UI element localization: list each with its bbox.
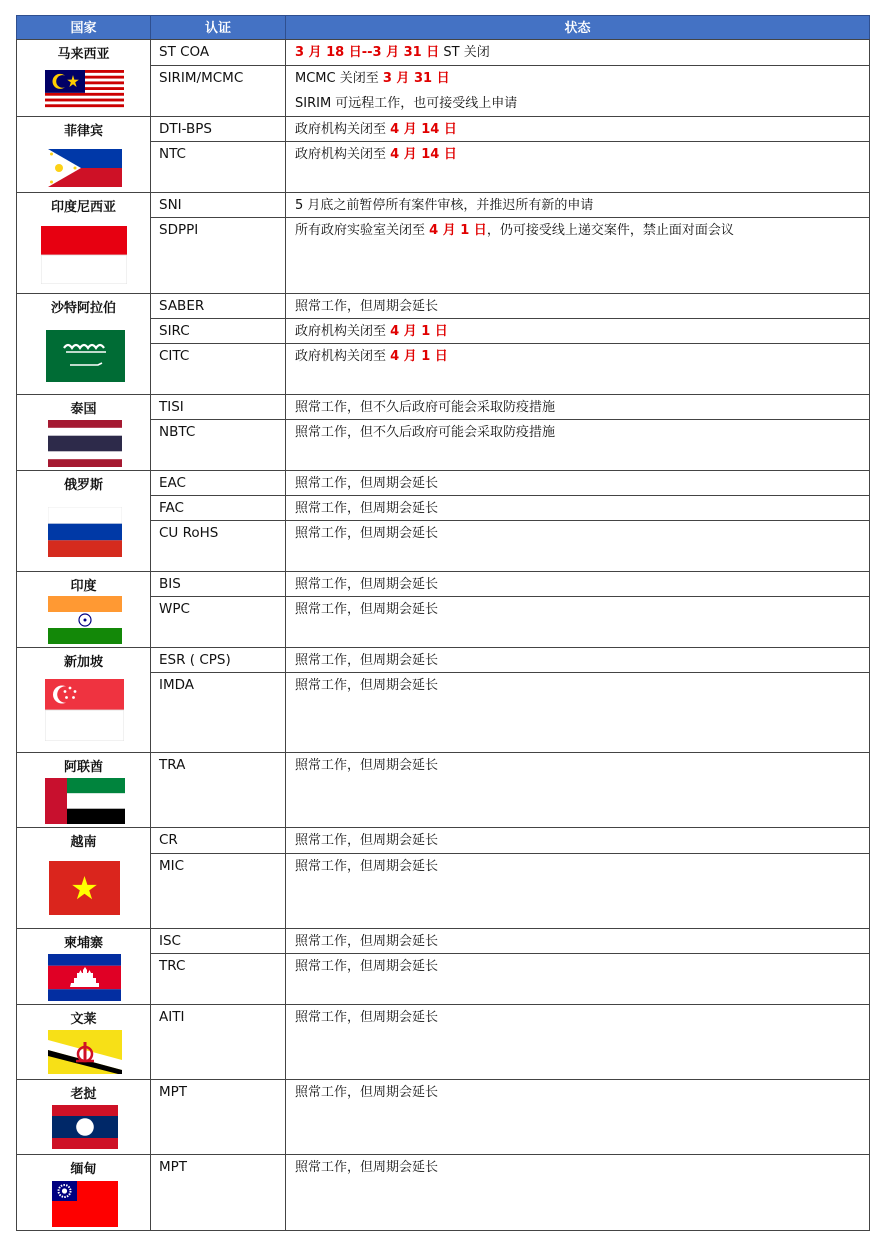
- cert-aiti: AITI: [150, 1004, 286, 1080]
- country-cambodia: [16, 928, 151, 1005]
- status-text: 政府机构关闭至: [295, 147, 391, 162]
- indonesia-flag-icon: [41, 226, 127, 284]
- cert-citc: CITC: [150, 343, 286, 395]
- russia-flag-icon: [48, 507, 122, 557]
- cert-trc: TRC: [150, 953, 286, 1005]
- country-uae: [16, 752, 151, 828]
- status-date: 3 月 18 日--3 月 31 日: [295, 45, 440, 60]
- india-flag-icon: [48, 596, 122, 644]
- status-sni: 5 月底之前暂停所有案件审核，并推迟所有新的申请: [285, 192, 870, 218]
- country-name: 印度尼西亚: [50, 200, 116, 215]
- country-name: 沙特阿拉伯: [50, 301, 116, 316]
- uae-flag-icon: [45, 778, 125, 824]
- header-country: 国家: [16, 15, 151, 40]
- status-mpt-laos: 照常工作，但周期会延长: [285, 1079, 870, 1155]
- country-name: 俄罗斯: [63, 478, 103, 493]
- status-date: 4 月 14 日: [390, 147, 457, 162]
- country-russia: [16, 470, 151, 572]
- cert-cu-rohs: CU RoHS: [150, 520, 286, 572]
- cert-mpt-laos: MPT: [150, 1079, 286, 1155]
- cert-bis: BIS: [150, 571, 286, 597]
- cert-wpc: WPC: [150, 596, 286, 648]
- country-singapore: [16, 647, 151, 753]
- cert-fac: FAC: [150, 495, 286, 521]
- laos-flag-icon: [52, 1105, 118, 1149]
- country-india: [16, 571, 151, 648]
- myanmar-flag-icon: [52, 1181, 118, 1227]
- status-date: 4 月 1 日: [390, 324, 448, 339]
- status-sdppi: [285, 217, 870, 294]
- saudi-arabia-flag-icon: [46, 330, 125, 382]
- cert-sni: SNI: [150, 192, 286, 218]
- status-ntc: [285, 141, 870, 193]
- cert-tra: TRA: [150, 752, 286, 828]
- cert-sdppi: SDPPI: [150, 217, 286, 294]
- status-text: 所有政府实验室关闭至: [295, 223, 430, 238]
- status-date: 4 月 1 日: [429, 223, 487, 238]
- status-cr: 照常工作，但周期会延长: [285, 827, 870, 854]
- cert-esr-cps: ESR ( CPS): [150, 647, 286, 673]
- status-sirim-mcmc: [285, 65, 870, 117]
- status-mpt-myanmar: 照常工作，但周期会延长: [285, 1154, 870, 1231]
- status-citc: [285, 343, 870, 395]
- cert-imda: IMDA: [150, 672, 286, 753]
- status-wpc: 照常工作，但周期会延长: [285, 596, 870, 648]
- country-name: 阿联酋: [63, 760, 103, 775]
- header-status: 状态: [285, 15, 870, 40]
- cert-mic: MIC: [150, 853, 286, 929]
- vietnam-flag-icon: [49, 861, 120, 915]
- status-text: ，仍可接受线上递交案件，禁止面对面会议: [486, 223, 734, 238]
- country-name: 泰国: [70, 402, 97, 417]
- status-fac: 照常工作，但周期会延长: [285, 495, 870, 521]
- singapore-flag-icon: [45, 679, 124, 741]
- status-saber: 照常工作，但周期会延长: [285, 293, 870, 319]
- status-st-coa: [285, 39, 870, 66]
- country-indonesia: [16, 192, 151, 294]
- cert-saber: SABER: [150, 293, 286, 319]
- cert-isc: ISC: [150, 928, 286, 954]
- country-name: 文莱: [70, 1012, 97, 1027]
- cert-cr: CR: [150, 827, 286, 854]
- header-cert: 认证: [150, 15, 286, 40]
- cambodia-flag-icon: [48, 954, 121, 1001]
- cert-eac: EAC: [150, 470, 286, 496]
- status-date: 4 月 14 日: [390, 122, 457, 137]
- status-date: 4 月 1 日: [390, 349, 448, 364]
- status-text: ST 关闭: [439, 45, 490, 60]
- status-tisi: 照常工作，但不久后政府可能会采取防疫措施: [285, 394, 870, 420]
- country-saudi-arabia: [16, 293, 151, 395]
- country-name: 印度: [70, 579, 97, 594]
- cert-mpt-myanmar: MPT: [150, 1154, 286, 1231]
- status-text: 政府机构关闭至: [295, 324, 391, 339]
- cert-nbtc: NBTC: [150, 419, 286, 471]
- status-sirc: [285, 318, 870, 344]
- country-thailand: [16, 394, 151, 471]
- country-malaysia: [16, 39, 151, 117]
- country-name: 越南: [70, 835, 97, 850]
- status-mic: 照常工作，但周期会延长: [285, 853, 870, 929]
- status-date: 3 月 31 日: [382, 71, 450, 86]
- status-imda: 照常工作，但周期会延长: [285, 672, 870, 753]
- status-eac: 照常工作，但周期会延长: [285, 470, 870, 496]
- country-philippines: [16, 116, 151, 193]
- status-isc: 照常工作，但周期会延长: [285, 928, 870, 954]
- cert-ntc: NTC: [150, 141, 286, 193]
- country-name: 老挝: [70, 1087, 97, 1102]
- cert-sirc: SIRC: [150, 318, 286, 344]
- country-name: 缅甸: [70, 1162, 97, 1177]
- status-text: 政府机构关闭至: [295, 349, 391, 364]
- country-name: 马来西亚: [57, 47, 110, 62]
- status-trc: 照常工作，但周期会延长: [285, 953, 870, 1005]
- status-tra: 照常工作，但周期会延长: [285, 752, 870, 828]
- status-esr-cps: 照常工作，但周期会延长: [285, 647, 870, 673]
- cert-tisi: TISI: [150, 394, 286, 420]
- status-text: MCMC 关闭至: [295, 71, 383, 86]
- status-line2: SIRIM 可远程工作，也可接受线上申请: [295, 96, 518, 111]
- status-nbtc: 照常工作，但不久后政府可能会采取防疫措施: [285, 419, 870, 471]
- country-laos: [16, 1079, 151, 1155]
- status-dti-bps: [285, 116, 870, 142]
- status-text: 政府机构关闭至: [295, 122, 391, 137]
- country-name: 新加坡: [63, 655, 103, 670]
- philippines-flag-icon: [48, 149, 122, 187]
- country-brunei: [16, 1004, 151, 1080]
- cert-sirim-mcmc: SIRIM/MCMC: [150, 65, 286, 117]
- status-aiti: 照常工作，但周期会延长: [285, 1004, 870, 1080]
- thailand-flag-icon: [48, 420, 122, 467]
- country-name: 菲律宾: [63, 124, 103, 139]
- brunei-flag-icon: [48, 1030, 122, 1074]
- country-myanmar: [16, 1154, 151, 1231]
- cert-st-coa: ST COA: [150, 39, 286, 66]
- cert-dti-bps: DTI-BPS: [150, 116, 286, 142]
- country-vietnam: [16, 827, 151, 929]
- status-cu-rohs: 照常工作，但周期会延长: [285, 520, 870, 572]
- status-bis: 照常工作，但周期会延长: [285, 571, 870, 597]
- malaysia-flag-icon: [45, 70, 124, 110]
- country-name: 柬埔寨: [63, 936, 103, 951]
